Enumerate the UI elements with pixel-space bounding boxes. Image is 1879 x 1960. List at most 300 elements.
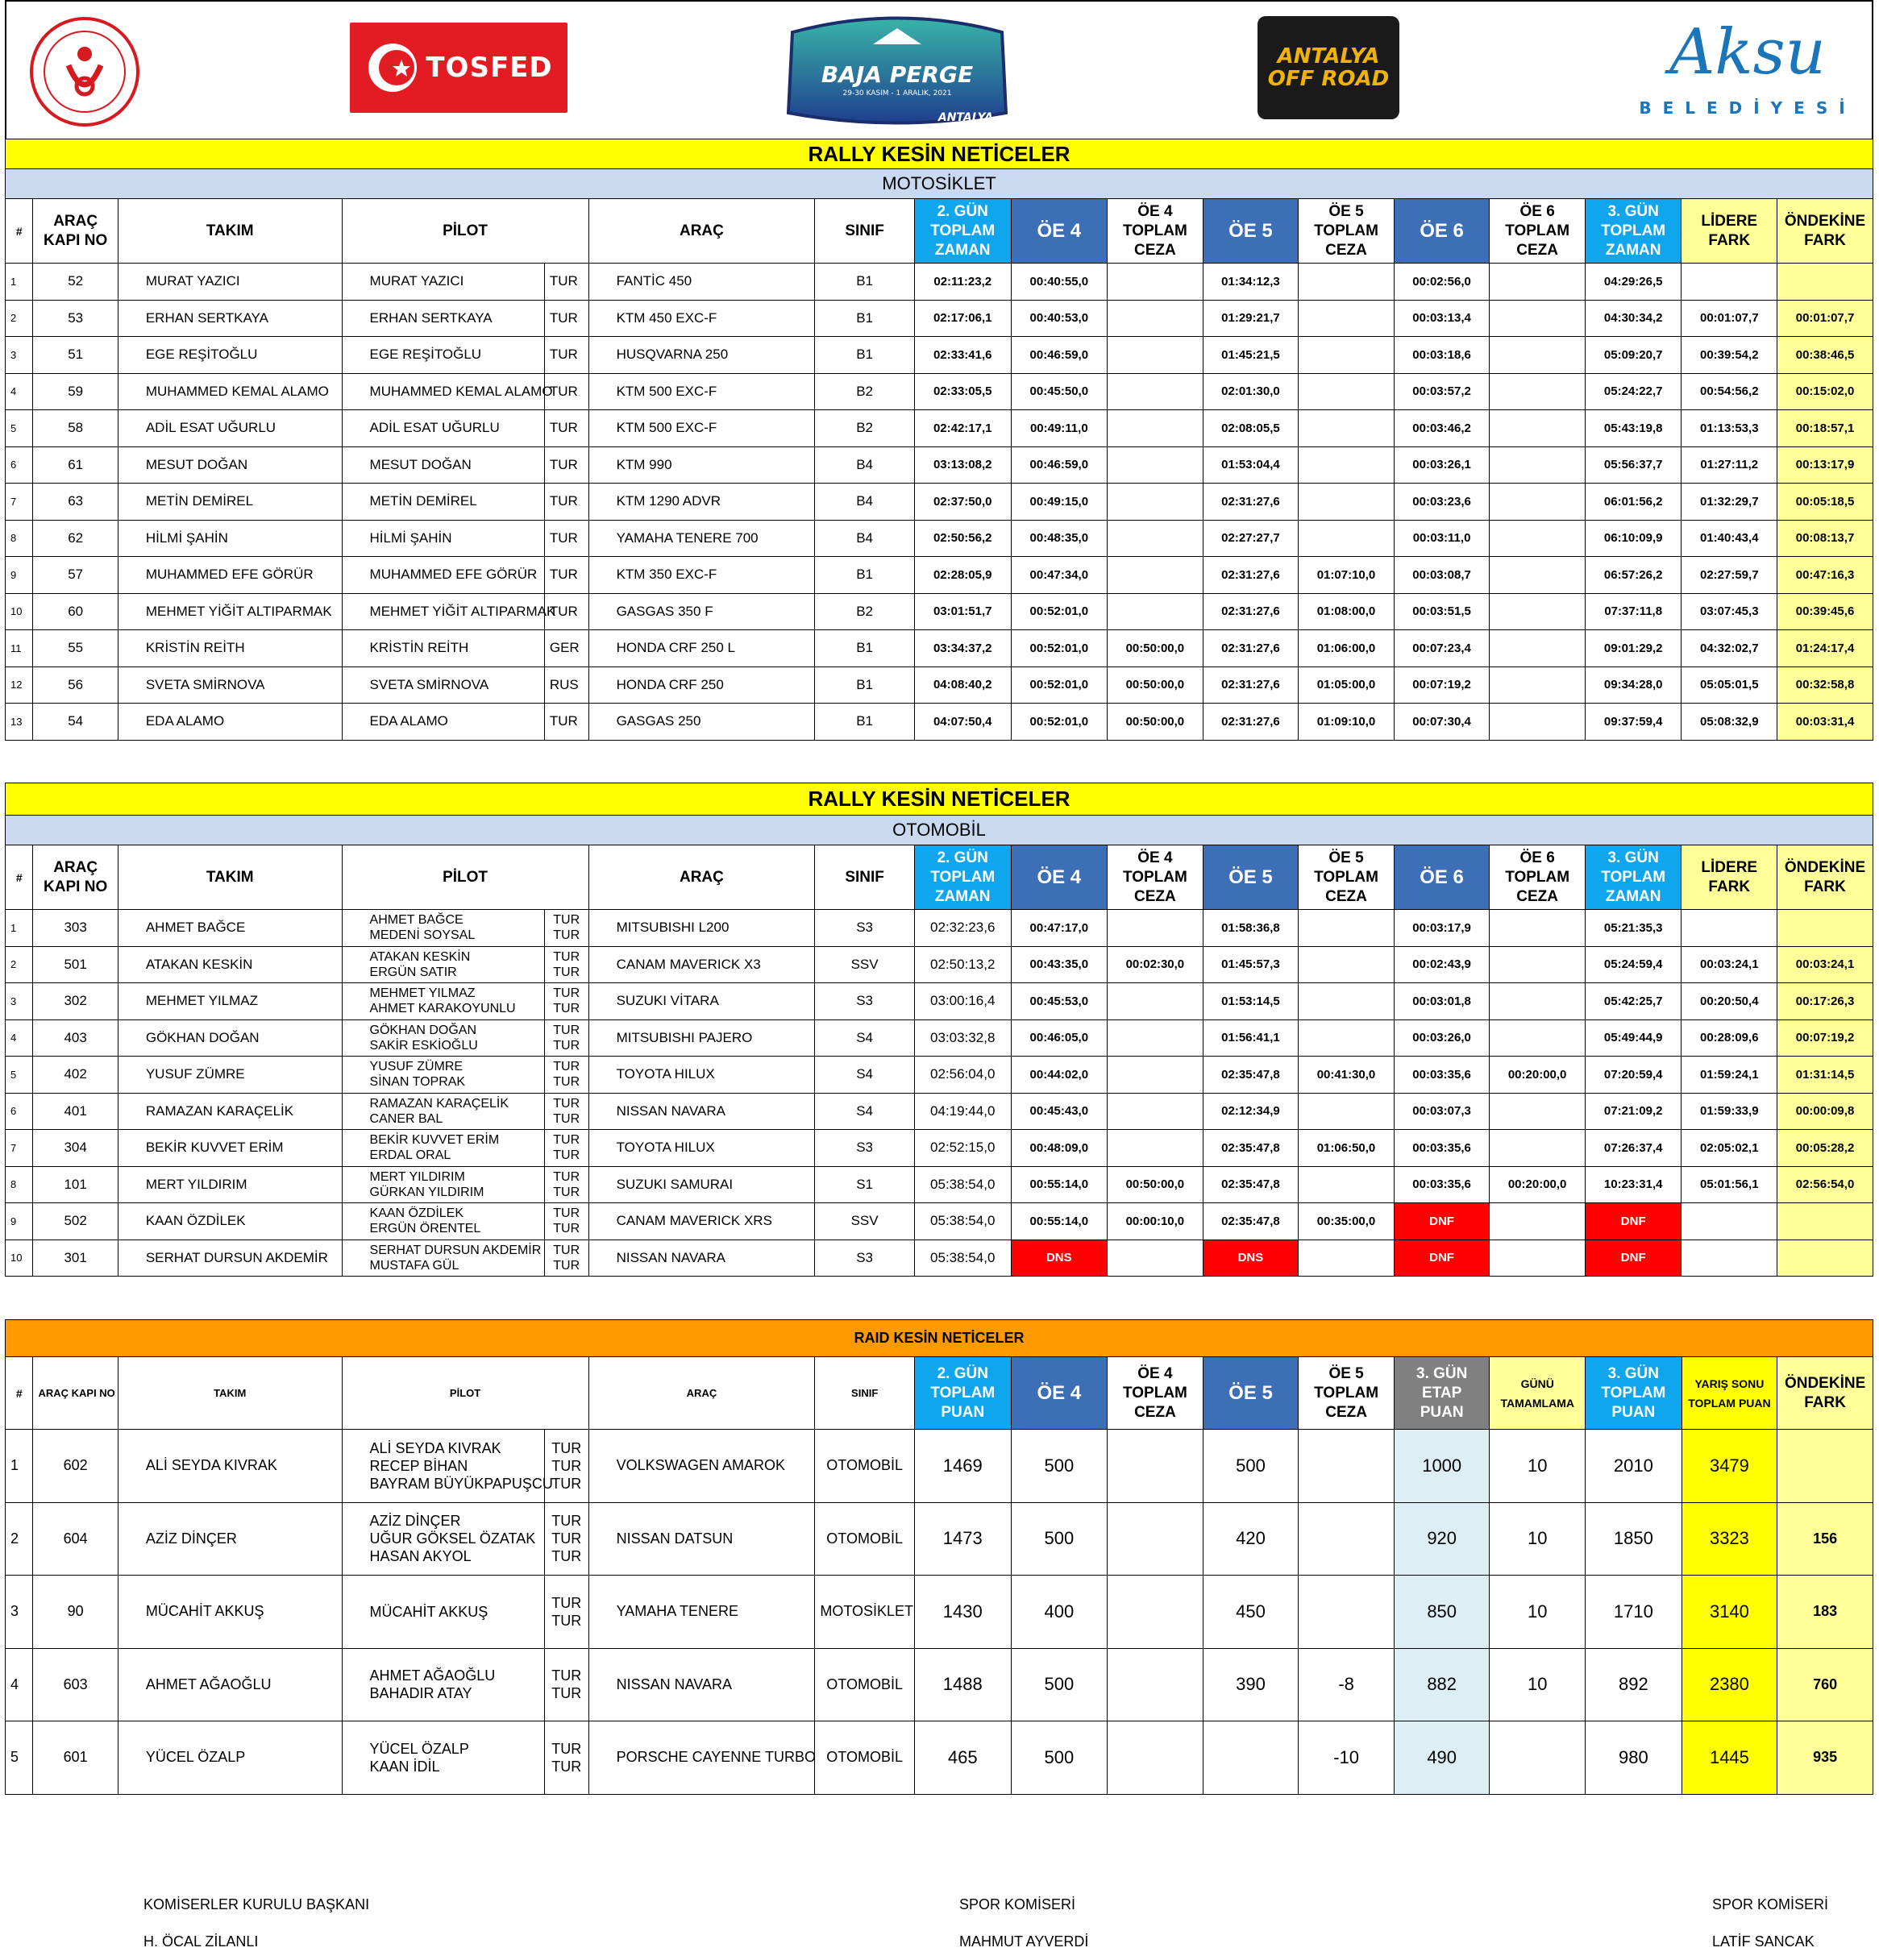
oto-cell-nat [544,910,588,947]
moto-cell-lider: 03:07:45,3 [1682,593,1777,630]
oto-header-row [6,845,1873,910]
logo-bar [5,0,1873,139]
moto-cell-oe5: 01:53:04,4 [1203,446,1299,484]
moto-cell-oe6: 00:07:23,4 [1394,630,1490,667]
col-pilot: PİLOT [342,845,588,910]
moto-cell-oe4: 00:49:15,0 [1011,484,1108,521]
moto-cell-oe6: 00:03:11,0 [1394,520,1490,557]
moto-cell-oe4: 00:52:01,0 [1011,630,1108,667]
moto-cell-nat: TUR [544,264,588,301]
moto-cell-oe6: 00:03:51,5 [1394,593,1490,630]
raid-cell-oe4c [1108,1648,1203,1721]
col-no: # [6,199,33,264]
col-takim: TAKIM [118,1357,342,1430]
moto-cell-gun2: 02:37:50,0 [914,484,1011,521]
moto-cell-kapi: 61 [33,446,118,484]
oto-cell-pilot [342,1019,544,1057]
moto-cell-no: 8 [6,520,33,557]
oto-cell-oe6c [1490,1130,1586,1167]
oto-cell-arac: MITSUBISHI PAJERO [588,1019,815,1057]
moto-cell-arac: KTM 500 EXC-F [588,410,815,447]
raid-cell-kapi: 601 [33,1721,118,1795]
moto-cell-oe4c [1108,484,1203,521]
oto-cell-nat [544,1166,588,1203]
baja-place: ANTALYA [937,111,994,124]
oto-cell-gun3: DNF [1585,1240,1682,1277]
oto-pilot-2: ERGÜN SATIR [369,965,457,979]
col-gun2: 2. GÜN TOPLAM ZAMAN [914,199,1011,264]
oto-cell-oe5c: 00:35:00,0 [1299,1203,1395,1240]
moto-row [6,630,1873,667]
oto-cell-oe4c [1108,1019,1203,1057]
oto-cell-takim: AHMET BAĞCE [118,910,342,947]
raid-cell-gun3: 980 [1586,1721,1682,1795]
moto-cell-oe5c [1299,337,1395,374]
oto-cell-arac: NISSAN NAVARA [588,1093,815,1130]
oto-nat-1: TUR [553,1023,580,1037]
oto-nat-2: TUR [553,928,580,943]
oto-cell-sinif: SSV [815,1203,915,1240]
moto-cell-kapi: 56 [33,666,118,704]
moto-cell-no: 2 [6,300,33,337]
oto-cell-oe4: 00:46:05,0 [1011,1019,1108,1057]
oto-cell-no: 7 [6,1130,33,1167]
signature-2 [959,1886,1088,1960]
oto-cell-lider: 00:03:24,1 [1682,946,1777,983]
raid-cell-no: 1 [6,1430,33,1503]
raid-cell-sonu: 1445 [1682,1721,1777,1795]
oto-cell-sinif: S4 [815,1019,915,1057]
moto-cell-gun2: 02:42:17,1 [914,410,1011,447]
oto-cell-kapi: 403 [33,1019,118,1057]
col-kapi: ARAÇ KAPI NO [33,199,118,264]
col-onde: ÖNDEKİNE FARK [1777,1357,1873,1430]
raid-cell-no: 5 [6,1721,33,1795]
moto-cell-oe4c [1108,300,1203,337]
moto-cell-lider: 04:32:02,7 [1682,630,1777,667]
oto-cell-oe6c [1490,946,1586,983]
moto-cell-lider: 00:01:07,7 [1682,300,1777,337]
raid-cell-tamam: 10 [1490,1648,1586,1721]
moto-results-table [5,139,1873,741]
moto-cell-gun2: 04:07:50,4 [914,704,1011,741]
raid-cell-sonu: 3479 [1682,1430,1777,1503]
moto-cell-gun2: 04:08:40,2 [914,666,1011,704]
oto-cell-no: 10 [6,1240,33,1277]
raid-cell-arac: YAMAHA TENERE [588,1576,815,1649]
raid-nat: TUR [551,1667,582,1684]
moto-cell-oe4: 00:48:35,0 [1011,520,1108,557]
raid-cell-oe4: 400 [1011,1576,1108,1649]
aksu-subtitle: BELEDİYESİ [1639,98,1856,118]
oto-cell-gun3: 05:49:44,9 [1585,1019,1682,1057]
moto-cell-oe6c [1490,264,1586,301]
moto-cell-kapi: 51 [33,337,118,374]
moto-cell-oe5: 02:27:27,7 [1203,520,1299,557]
raid-cell-gun3: 1710 [1586,1576,1682,1649]
moto-cell-no: 10 [6,593,33,630]
oto-cell-onde: 01:31:14,5 [1777,1057,1873,1094]
col-no: # [6,1357,33,1430]
moto-cell-pilot: MUHAMMED EFE GÖRÜR [342,557,544,594]
raid-cell-gun2: 1473 [914,1502,1011,1576]
moto-header-row [6,199,1873,264]
oto-cell-nat [544,946,588,983]
oto-cell-onde [1777,1240,1873,1277]
raid-cell-no: 4 [6,1648,33,1721]
oto-cell-arac: MITSUBISHI L200 [588,910,815,947]
moto-cell-gun2: 02:28:05,9 [914,557,1011,594]
moto-cell-pilot: METİN DEMİREL [342,484,544,521]
moto-cell-oe6: 00:02:56,0 [1394,264,1490,301]
moto-cell-gun2: 03:13:08,2 [914,446,1011,484]
moto-cell-gun3: 04:30:34,2 [1585,300,1682,337]
moto-cell-takim: HİLMİ ŞAHİN [118,520,342,557]
moto-cell-takim: KRİSTİN REİTH [118,630,342,667]
raid-pilot: AZİZ DİNÇER [369,1513,461,1530]
oto-cell-oe4: 00:55:14,0 [1011,1203,1108,1240]
raid-section [5,1319,1873,1795]
raid-cell-sonu: 3323 [1682,1502,1777,1576]
raid-cell-oe4c [1108,1721,1203,1795]
oto-cell-oe5c [1299,1093,1395,1130]
moto-cell-gun3: 07:37:11,8 [1585,593,1682,630]
oto-pilot-1: RAMAZAN KARAÇELİK [369,1096,509,1111]
moto-row [6,520,1873,557]
raid-cell-arac: PORSCHE CAYENNE TURBO [588,1721,815,1795]
raid-cell-onde: 935 [1777,1721,1873,1795]
moto-cell-lider: 05:05:01,5 [1682,666,1777,704]
raid-cell-etap: 882 [1394,1648,1490,1721]
moto-cell-oe6c [1490,373,1586,410]
oto-cell-nat [544,1093,588,1130]
antalya-offroad-logo [1258,16,1399,119]
raid-cell-oe5: 500 [1203,1430,1299,1503]
moto-cell-oe5: 02:01:30,0 [1203,373,1299,410]
oto-cell-oe4c [1108,910,1203,947]
raid-header-row [6,1357,1873,1430]
moto-cell-sinif: B2 [815,410,915,447]
moto-cell-gun3: 09:37:59,4 [1585,704,1682,741]
oto-cell-takim: MEHMET YILMAZ [118,983,342,1020]
oto-cell-lider: 05:01:56,1 [1682,1166,1777,1203]
oto-cell-oe5: DNS [1203,1240,1299,1277]
raid-pilot: ALİ SEYDA KIVRAK [369,1439,501,1456]
oto-cell-nat [544,983,588,1020]
moto-cell-arac: KTM 500 EXC-F [588,373,815,410]
moto-cell-kapi: 59 [33,373,118,410]
oto-cell-no: 1 [6,910,33,947]
col-oe5: ÖE 5 [1203,199,1299,264]
raid-cell-arac: NISSAN NAVARA [588,1648,815,1721]
moto-cell-gun3: 09:34:28,0 [1585,666,1682,704]
moto-cell-oe6c [1490,410,1586,447]
raid-cell-gun2: 1430 [914,1576,1011,1649]
oto-cell-oe6: DNF [1394,1203,1490,1240]
oto-pilot-1: GÖKHAN DOĞAN [369,1023,476,1037]
oto-cell-takim: MERT YILDIRIM [118,1166,342,1203]
raid-cell-oe5: 450 [1203,1576,1299,1649]
oto-row [6,910,1873,947]
moto-cell-gun3: 06:57:26,2 [1585,557,1682,594]
moto-cell-no: 11 [6,630,33,667]
col-arac: ARAÇ [588,199,815,264]
raid-row [6,1648,1873,1721]
col-no: # [6,845,33,910]
oto-cell-oe4: 00:47:17,0 [1011,910,1108,947]
raid-pilot: HASAN AKYOL [369,1548,472,1565]
moto-cell-kapi: 53 [33,300,118,337]
moto-cell-oe5: 02:31:27,6 [1203,630,1299,667]
col-takim: TAKIM [118,845,342,910]
moto-cell-oe6: 00:07:19,2 [1394,666,1490,704]
raid-row [6,1502,1873,1576]
raid-pilot: YÜCEL ÖZALP [369,1740,469,1757]
raid-row [6,1721,1873,1795]
raid-cell-nat [544,1502,588,1576]
raid-nat: TUR [551,1612,582,1629]
moto-cell-onde: 00:32:58,8 [1777,666,1873,704]
antalya-line2: OFF ROAD [1267,67,1390,91]
oto-section [5,783,1873,1277]
col-oe4c: ÖE 4 TOPLAM CEZA [1108,845,1203,910]
oto-cell-oe5: 01:56:41,1 [1203,1019,1299,1057]
raid-pilot: KAAN İDİL [369,1758,440,1775]
signature-3-title: SPOR KOMİSERİ [1712,1896,1829,1912]
moto-cell-oe6c [1490,593,1586,630]
moto-cell-oe4c [1108,557,1203,594]
col-gun2: 2. GÜN TOPLAM ZAMAN [914,845,1011,910]
moto-cell-no: 1 [6,264,33,301]
moto-cell-sinif: B4 [815,520,915,557]
moto-cell-oe5c [1299,300,1395,337]
col-oe4: ÖE 4 [1011,1357,1108,1430]
moto-cell-oe5: 02:31:27,6 [1203,557,1299,594]
raid-nat: TUR [551,1758,582,1775]
col-oe5: ÖE 5 [1203,845,1299,910]
col-oe6: ÖE 6 [1394,845,1490,910]
oto-cell-oe4: 00:44:02,0 [1011,1057,1108,1094]
oto-cell-oe4c: 00:00:10,0 [1108,1203,1203,1240]
raid-cell-pilot [342,1721,544,1795]
moto-cell-lider [1682,264,1777,301]
moto-cell-lider: 01:27:11,2 [1682,446,1777,484]
moto-cell-lider: 01:13:53,3 [1682,410,1777,447]
moto-cell-onde [1777,264,1873,301]
col-oe4: ÖE 4 [1011,845,1108,910]
moto-cell-oe4: 00:47:34,0 [1011,557,1108,594]
oto-cell-lider: 00:20:50,4 [1682,983,1777,1020]
raid-cell-onde: 760 [1777,1648,1873,1721]
raid-cell-gun3: 2010 [1586,1430,1682,1503]
oto-cell-nat [544,1130,588,1167]
raid-pilot: AHMET AĞAOĞLU [369,1667,496,1684]
raid-cell-nat [544,1430,588,1503]
oto-cell-oe6: 00:03:17,9 [1394,910,1490,947]
oto-pilot-1: MEHMET YILMAZ [369,986,476,1001]
moto-cell-sinif: B1 [815,630,915,667]
oto-nat-2: TUR [553,965,580,979]
oto-cell-oe5c: 01:06:50,0 [1299,1130,1395,1167]
oto-cell-sinif: S4 [815,1057,915,1094]
oto-row [6,983,1873,1020]
moto-cell-pilot: ERHAN SERTKAYA [342,300,544,337]
raid-cell-sinif: OTOMOBİL [815,1721,915,1795]
oto-nat-1: TUR [553,986,580,1001]
oto-pilot-1: ATAKAN KESKİN [369,949,471,964]
raid-pilot: BAYRAM BÜYÜKPAPUŞCU [369,1475,553,1492]
raid-cell-tamam [1490,1721,1586,1795]
raid-pilot: MÜCAHİT AKKUŞ [369,1603,488,1620]
moto-cell-takim: METİN DEMİREL [118,484,342,521]
col-lider: LİDERE FARK [1682,845,1777,910]
moto-cell-oe4c [1108,337,1203,374]
moto-cell-oe6: 00:03:26,1 [1394,446,1490,484]
raid-cell-tamam: 10 [1490,1576,1586,1649]
moto-cell-pilot: MUHAMMED KEMAL ALAMO [342,373,544,410]
moto-cell-gun3: 06:10:09,9 [1585,520,1682,557]
moto-cell-oe4: 00:46:59,0 [1011,337,1108,374]
oto-cell-oe5: 02:35:47,8 [1203,1203,1299,1240]
signature-1-name: H. ÖCAL ZİLANLI [143,1933,259,1950]
moto-cell-onde: 01:24:17,4 [1777,630,1873,667]
oto-cell-gun2: 02:50:13,2 [914,946,1011,983]
moto-cell-oe5: 01:45:21,5 [1203,337,1299,374]
moto-cell-oe4: 00:46:59,0 [1011,446,1108,484]
oto-cell-gun3: DNF [1585,1203,1682,1240]
moto-cell-pilot: MURAT YAZICI [342,264,544,301]
oto-cell-pilot [342,1203,544,1240]
oto-cell-oe4: 00:55:14,0 [1011,1166,1108,1203]
oto-cell-onde [1777,910,1873,947]
oto-cell-onde: 00:00:09,8 [1777,1093,1873,1130]
moto-cell-kapi: 58 [33,410,118,447]
moto-cell-kapi: 55 [33,630,118,667]
oto-nat-2: TUR [553,1038,580,1053]
moto-cell-oe6: 00:03:57,2 [1394,373,1490,410]
oto-cell-kapi: 304 [33,1130,118,1167]
moto-cell-oe6c [1490,300,1586,337]
moto-cell-oe4: 00:52:01,0 [1011,704,1108,741]
moto-cell-oe5c: 01:05:00,0 [1299,666,1395,704]
oto-cell-pilot [342,1093,544,1130]
moto-cell-takim: ADİL ESAT UĞURLU [118,410,342,447]
moto-cell-pilot: MEHMET YİĞİT ALTIPARMAK [342,593,544,630]
oto-cell-onde: 00:03:24,1 [1777,946,1873,983]
moto-cell-no: 12 [6,666,33,704]
oto-cell-gun3: 10:23:31,4 [1585,1166,1682,1203]
moto-cell-takim: EDA ALAMO [118,704,342,741]
moto-row [6,373,1873,410]
moto-cell-gun3: 06:01:56,2 [1585,484,1682,521]
col-onde: ÖNDEKİNE FARK [1777,845,1873,910]
gsb-seal-icon [24,11,145,132]
oto-cell-kapi: 301 [33,1240,118,1277]
moto-row [6,484,1873,521]
raid-cell-onde: 183 [1777,1576,1873,1649]
oto-cell-gun2: 02:56:04,0 [914,1057,1011,1094]
raid-cell-nat [544,1576,588,1649]
oto-cell-sinif: S3 [815,1130,915,1167]
oto-cell-oe5: 01:58:36,8 [1203,910,1299,947]
oto-cell-sinif: SSV [815,946,915,983]
oto-pilot-2: GÜRKAN YILDIRIM [369,1185,484,1199]
oto-cell-takim: ATAKAN KESKİN [118,946,342,983]
moto-title: RALLY KESİN NETİCELER [6,139,1873,169]
raid-cell-sinif: OTOMOBİL [815,1502,915,1576]
oto-results-table [5,783,1873,1277]
oto-pilot-1: MERT YILDIRIM [369,1169,465,1184]
moto-cell-arac: KTM 990 [588,446,815,484]
oto-cell-arac: NISSAN NAVARA [588,1240,815,1277]
oto-cell-pilot [342,1057,544,1094]
oto-cell-gun2: 02:52:15,0 [914,1130,1011,1167]
moto-section [5,139,1873,741]
moto-row [6,300,1873,337]
raid-cell-gun3: 892 [1586,1648,1682,1721]
oto-nat-2: TUR [553,1075,580,1090]
col-kapi: ARAÇ KAPI NO [33,1357,118,1430]
oto-pilot-1: YUSUF ZÜMRE [369,1060,464,1074]
moto-cell-oe4: 00:52:01,0 [1011,593,1108,630]
col-sinif: SINIF [815,1357,915,1430]
oto-cell-kapi: 303 [33,910,118,947]
raid-cell-oe4c [1108,1430,1203,1503]
moto-cell-oe5: 02:31:27,6 [1203,666,1299,704]
oto-cell-oe4c [1108,1240,1203,1277]
oto-cell-oe5c [1299,946,1395,983]
oto-cell-onde: 00:05:28,2 [1777,1130,1873,1167]
moto-cell-sinif: B1 [815,300,915,337]
moto-cell-gun3: 04:29:26,5 [1585,264,1682,301]
raid-cell-etap: 850 [1394,1576,1490,1649]
moto-cell-arac: FANTİC 450 [588,264,815,301]
moto-cell-oe5: 02:31:27,6 [1203,593,1299,630]
moto-cell-no: 6 [6,446,33,484]
moto-cell-takim: MEHMET YİĞİT ALTIPARMAK [118,593,342,630]
raid-cell-sinif: OTOMOBİL [815,1430,915,1503]
oto-cell-oe6: 00:03:35,6 [1394,1057,1490,1094]
moto-row [6,337,1873,374]
oto-cell-pilot [342,983,544,1020]
moto-cell-oe5c: 01:07:10,0 [1299,557,1395,594]
oto-pilot-1: SERHAT DURSUN AKDEMİR [369,1243,542,1257]
col-sonu: YARIŞ SONU TOPLAM PUAN [1682,1357,1777,1430]
moto-cell-arac: HONDA CRF 250 [588,666,815,704]
oto-cell-lider [1682,910,1777,947]
moto-cell-oe4c [1108,520,1203,557]
oto-row [6,1240,1873,1277]
oto-cell-oe5c: 00:41:30,0 [1299,1057,1395,1094]
raid-cell-takim: ALİ SEYDA KIVRAK [118,1430,342,1503]
moto-cell-oe4c: 00:50:00,0 [1108,666,1203,704]
oto-cell-lider: 00:28:09,6 [1682,1019,1777,1057]
oto-cell-no: 4 [6,1019,33,1057]
moto-cell-no: 4 [6,373,33,410]
moto-cell-oe5c [1299,520,1395,557]
oto-cell-lider: 02:05:02,1 [1682,1130,1777,1167]
raid-cell-no: 3 [6,1576,33,1649]
oto-nat-2: TUR [553,1258,580,1273]
moto-cell-sinif: B4 [815,446,915,484]
oto-cell-oe4: 00:45:43,0 [1011,1093,1108,1130]
moto-cell-sinif: B2 [815,373,915,410]
oto-cell-arac: CANAM MAVERICK XRS [588,1203,815,1240]
moto-cell-sinif: B4 [815,484,915,521]
moto-cell-arac: YAMAHA TENERE 700 [588,520,815,557]
baja-title: BAJA PERGE [821,61,974,88]
moto-cell-nat: TUR [544,484,588,521]
